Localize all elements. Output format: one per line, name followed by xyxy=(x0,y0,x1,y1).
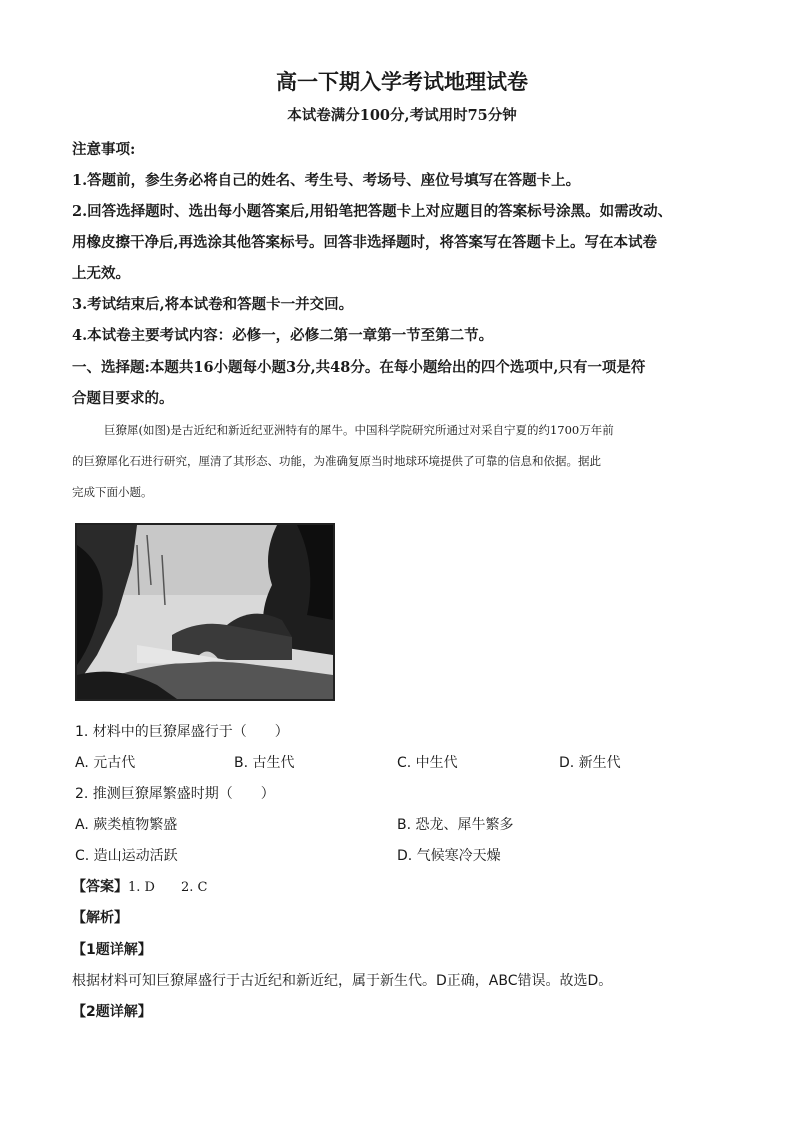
question-2-stem: 2. 推测巨獠犀繁盛时期（ ） xyxy=(75,786,275,802)
question-2-option-c: C. 造山运动活跃 xyxy=(75,848,178,864)
question-2-option-b: B. 恐龙、犀牛繁多 xyxy=(397,817,514,833)
notice-line-5: 3.考试结束后,将本试卷和答题卡一并交回。 xyxy=(72,296,354,313)
question-1-option-c: C. 中生代 xyxy=(397,755,458,771)
question-1-analysis-heading: 【1题详解】 xyxy=(72,942,152,958)
answer-row xyxy=(72,877,207,898)
notice-heading: 注意事项: xyxy=(72,141,136,158)
answer-values: 1. D 2. C xyxy=(128,880,208,895)
section-heading-line-2: 合题目要求的。 xyxy=(72,390,174,407)
question-1-option-a: A. 元古代 xyxy=(75,755,136,771)
notice-line-6: 4.本试卷主要考试内容：必修一，必修二第一章第一节至第二节。 xyxy=(72,327,494,344)
notice-line-2: 2.回答选择题时、选出每小题答案后,用铅笔把答题卡上对应题目的答案标号涂黑。如需改动、 xyxy=(72,203,673,220)
passage-line-1: 巨獠犀(如图)是古近纪和新近纪亚洲特有的犀牛。中国科学院研究所通过对采自宁夏的约1700万年前 xyxy=(104,423,614,437)
notice-line-3: 用橡皮擦干净后,再选涂其他答案标号。回答非选择题时，将答案写在答题卡上。写在本试卷 xyxy=(72,234,658,251)
exam-title: 高一下期入学考试地理试卷 xyxy=(276,69,528,94)
question-2-option-a: A. 蕨类植物繁盛 xyxy=(75,817,178,833)
exam-subtitle: 本试卷满分100分,考试用时75分钟 xyxy=(287,107,517,124)
analysis-label: 【解析】 xyxy=(72,910,128,926)
question-1-option-d: D. 新生代 xyxy=(559,755,621,771)
passage-line-2: 的巨獠犀化石进行研究，厘清了其形态、功能，为准确复原当时地球环境提供了可靠的信息和依据。据此 xyxy=(72,454,601,468)
question-1-option-b: B. 古生代 xyxy=(234,755,295,771)
question-2-analysis-heading: 【2题详解】 xyxy=(72,1004,152,1020)
question-1-stem: 1. 材料中的巨獠犀盛行于（ ） xyxy=(75,724,289,740)
question-2-option-d: D. 气候寒冷天燥 xyxy=(397,848,501,864)
passage-line-3: 完成下面小题。 xyxy=(72,485,153,499)
section-heading-line-1: 一、选择题:本题共16小题每小题3分,共48分。在每小题给出的四个选项中,只有一项是符 xyxy=(72,359,646,376)
landscape-photo xyxy=(75,523,335,701)
notice-line-4: 上无效。 xyxy=(72,265,130,282)
question-1-analysis-text: 根据材料可知巨獠犀盛行于古近纪和新近纪，属于新生代。D正确，ABC错误。故选D。 xyxy=(72,973,613,989)
notice-line-1: 1.答题前，参生务必将自己的姓名、考生号、考场号、座位号填写在答题卡上。 xyxy=(72,172,581,189)
landscape-photo-graphic xyxy=(77,525,333,699)
answer-label: 【答案】 xyxy=(72,879,128,895)
